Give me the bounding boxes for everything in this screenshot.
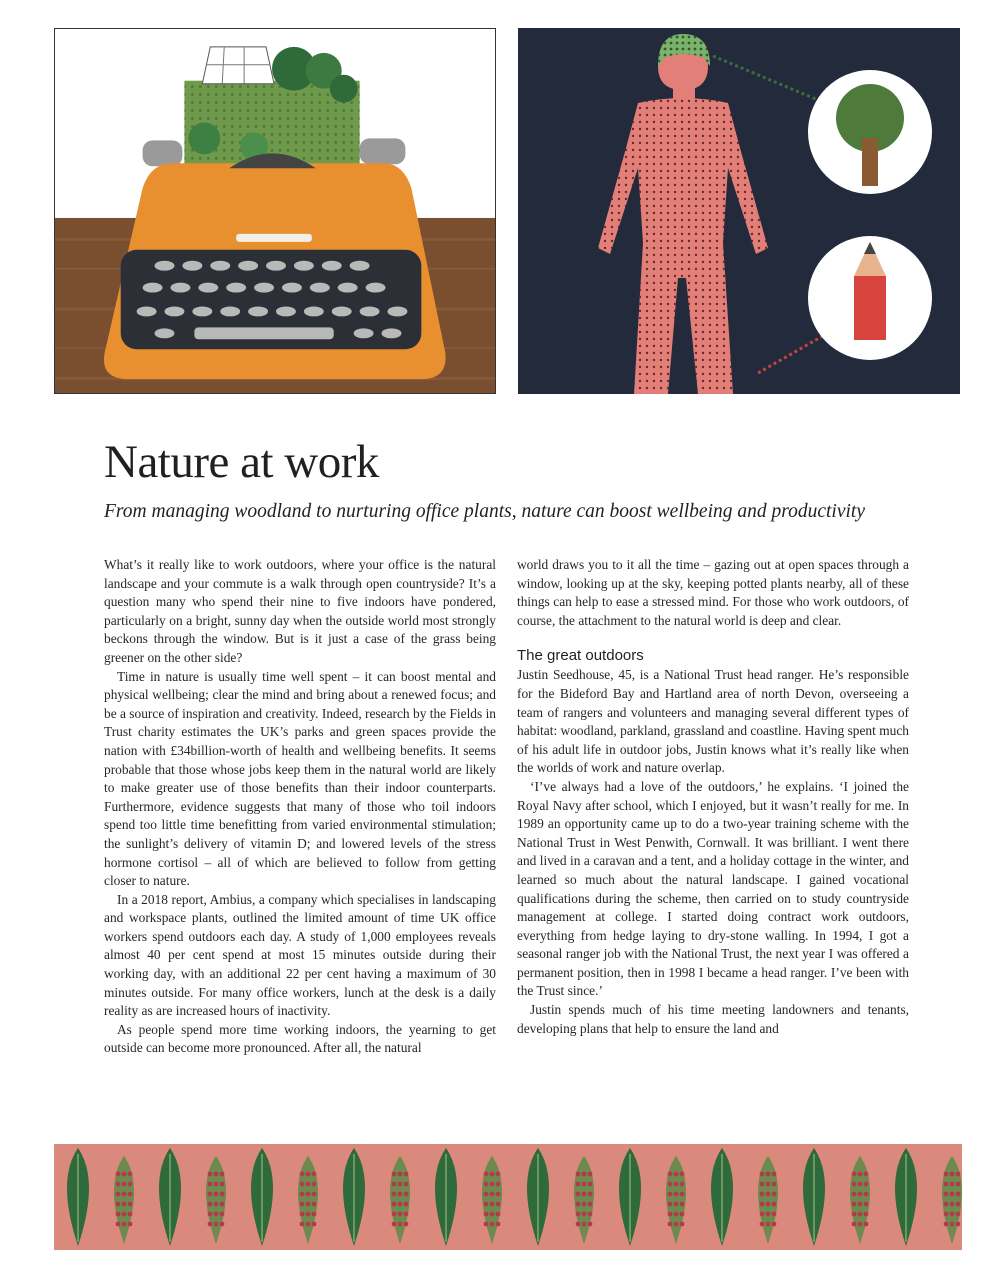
- berry-dot: [496, 1222, 501, 1227]
- berry-dot: [944, 1172, 949, 1177]
- berry-dot: [496, 1182, 501, 1187]
- berry-dot: [392, 1192, 397, 1197]
- berry-dot: [864, 1172, 869, 1177]
- berry-leaf-shape: [850, 1156, 870, 1244]
- berry-dot: [588, 1222, 593, 1227]
- berry-dot: [484, 1202, 489, 1207]
- berry-dot: [208, 1202, 213, 1207]
- berry-dot: [208, 1192, 213, 1197]
- paragraph: In a 2018 report, Ambius, a company which specialises in landscaping and workspace plants, outlined the limited amount of time UK office workers spend outdoors each day. A study of 1,000 employees reveals almost 40 per cent spend at most 15 minutes outside during their working day, with an additional 22 per cent having a maximum of 30 minutes outside. For many office workers, lunch at the desk is a daily reality as are increased hours of inactivity.: [104, 891, 496, 1019]
- berry-dot: [576, 1222, 581, 1227]
- berry-dot: [404, 1182, 409, 1187]
- berry-dot: [956, 1172, 961, 1177]
- berry-dot: [116, 1172, 121, 1177]
- berry-dot: [220, 1182, 225, 1187]
- berry-dot: [122, 1182, 127, 1187]
- paragraph: Justin Seedhouse, 45, is a National Trust head ranger. He’s responsible for the Bideford Bay and Hartland area of north Devon, overseeing a team of rangers and volunteers and managing several different types of habitat: woodland, parkland, grassland and coastline. Having spent much of his adult life in outdoor jobs, Justin knows what it’s really like when the worlds of work and nature overlap.: [517, 667, 909, 776]
- paragraph: ‘I’ve always had a love of the outdoors,’ he explains. ‘I joined the Royal Navy after school, which I enjoyed, but it wasn’t really for me. In 1989 an opportunity came up to do a two-year training scheme with the National Trust in West Penwith, Cornwall. It was brilliant. I went there and lived in a caravan and a tent, and a holiday cottage in the winter, and learned so much about the natural landscape. I gained vocational qualifications during the scheme, then carried on to study countryside management at college. I started doing contract work outdoors, everything from hedge laying to dry-stone walling. In 1994, I got a seasonal ranger job with the National Trust, the next year I was offered a permanent position, then in 1998 I became a head ranger. I’ve been with the Trust since.’: [517, 778, 909, 999]
- berry-dot: [858, 1192, 863, 1197]
- berry-dot: [680, 1212, 685, 1217]
- berry-dot: [674, 1182, 679, 1187]
- berry-dot: [306, 1182, 311, 1187]
- paragraph: Justin spends much of his time meeting landowners and tenants, developing plans that help to ensure the land and: [517, 1002, 909, 1036]
- berry-dot: [766, 1202, 771, 1207]
- berry-dot: [582, 1172, 587, 1177]
- berry-dot: [588, 1202, 593, 1207]
- berry-dot: [852, 1212, 857, 1217]
- berry-dot: [398, 1212, 403, 1217]
- berry-dot: [674, 1212, 679, 1217]
- berry-dot: [128, 1182, 133, 1187]
- berry-dot: [490, 1182, 495, 1187]
- berry-dot: [858, 1222, 863, 1227]
- berry-leaf-shape: [482, 1156, 502, 1244]
- berry-dot: [300, 1222, 305, 1227]
- berry-dot: [496, 1212, 501, 1217]
- berry-dot: [220, 1222, 225, 1227]
- berry-dot: [582, 1182, 587, 1187]
- berry-dot: [122, 1202, 127, 1207]
- berry-leaf-shape: [206, 1156, 226, 1244]
- typewriter-illustration: [54, 28, 496, 394]
- berry-dot: [128, 1192, 133, 1197]
- berry-dot: [300, 1172, 305, 1177]
- berry-dot: [852, 1222, 857, 1227]
- berry-leaf-shape: [298, 1156, 318, 1244]
- article-subtitle: From managing woodland to nurturing office plants, nature can boost wellbeing and productivity: [104, 501, 865, 522]
- berry-dot: [404, 1202, 409, 1207]
- berry-dot: [312, 1202, 317, 1207]
- berry-dot: [950, 1192, 955, 1197]
- berry-dot: [392, 1172, 397, 1177]
- berry-dot: [680, 1192, 685, 1197]
- berry-dot: [864, 1192, 869, 1197]
- berry-dot: [208, 1182, 213, 1187]
- berry-dot: [490, 1202, 495, 1207]
- berry-dot: [956, 1182, 961, 1187]
- article-column-right: [517, 556, 909, 1038]
- berry-dot: [214, 1222, 219, 1227]
- berry-dot: [858, 1212, 863, 1217]
- berry-dot: [858, 1182, 863, 1187]
- berry-dot: [220, 1192, 225, 1197]
- paragraph: Time in nature is usually time well spent – it can boost mental and physical wellbeing; clear the mind and bring about a renewed focus; and be a source of inspiration and creativity. Indeed, research by the Fields in Trust charity estimates the UK’s parks and green spaces provide the nation with £34billion-worth of health and wellbeing benefits. It seems probable that those whose jobs keep them in the natural world are likely to make greater use of those benefits than their indoor counterparts. Furthermore, evidence suggests that many of those who toil indoors spend too little time benefitting from varied environmental stimulation; the sunlight’s delivery of vitamin D; and lowered levels of the stress hormone cortisol – all of which are believed to follow from getting closer to nature.: [104, 668, 496, 889]
- berry-dot: [766, 1192, 771, 1197]
- berry-dot: [760, 1172, 765, 1177]
- berry-dot: [306, 1172, 311, 1177]
- berry-dot: [772, 1192, 777, 1197]
- berry-dot: [950, 1212, 955, 1217]
- berry-dot: [306, 1192, 311, 1197]
- berry-dot: [312, 1172, 317, 1177]
- berry-dot: [668, 1182, 673, 1187]
- paragraph: world draws you to it all the time – gazing out at open spaces through a window, looking up at the sky, keeping potted plants nearby, all of these things can help to ease a stressed mind. For those who work outdoors, of course, the attachment to the natural world is deep and clear.: [517, 557, 909, 628]
- berry-dot: [582, 1192, 587, 1197]
- berry-dot: [760, 1222, 765, 1227]
- berry-dot: [950, 1172, 955, 1177]
- berry-dot: [312, 1192, 317, 1197]
- berry-dot: [484, 1182, 489, 1187]
- berry-dot: [122, 1172, 127, 1177]
- berry-dot: [668, 1172, 673, 1177]
- berry-dot: [956, 1202, 961, 1207]
- berry-dot: [582, 1222, 587, 1227]
- berry-dot: [668, 1212, 673, 1217]
- berry-dot: [772, 1182, 777, 1187]
- berry-dot: [392, 1222, 397, 1227]
- berry-dot: [116, 1182, 121, 1187]
- berry-dot: [484, 1222, 489, 1227]
- berry-dot: [668, 1192, 673, 1197]
- berry-dot: [306, 1222, 311, 1227]
- berry-dot: [588, 1172, 593, 1177]
- berry-dot: [496, 1192, 501, 1197]
- berry-dot: [220, 1212, 225, 1217]
- berry-dot: [312, 1222, 317, 1227]
- berry-dot: [576, 1172, 581, 1177]
- berry-dot: [766, 1172, 771, 1177]
- berry-dot: [208, 1212, 213, 1217]
- leaf-pattern-border: [54, 1144, 962, 1250]
- berry-dot: [760, 1182, 765, 1187]
- berry-dot: [214, 1192, 219, 1197]
- berry-dot: [484, 1172, 489, 1177]
- berry-dot: [950, 1202, 955, 1207]
- berry-dot: [772, 1222, 777, 1227]
- berry-dot: [398, 1202, 403, 1207]
- berry-dot: [404, 1192, 409, 1197]
- berry-dot: [312, 1212, 317, 1217]
- berry-dot: [128, 1202, 133, 1207]
- article-column-left: [104, 556, 496, 1058]
- berry-dot: [208, 1172, 213, 1177]
- paragraph: What’s it really like to work outdoors, where your office is the natural landscape and your commute is a walk through open countryside? It’s a question many who spend their nine to five indoors have pondered, particularly on a bright, sunny day when the outside world most strongly beckons through the window. But is it just a case of the grass being greener on the other side?: [104, 557, 496, 665]
- berry-dot: [220, 1172, 225, 1177]
- berry-dot: [496, 1172, 501, 1177]
- berry-dot: [864, 1202, 869, 1207]
- berry-dot: [772, 1172, 777, 1177]
- berry-dot: [680, 1222, 685, 1227]
- berry-dot: [588, 1212, 593, 1217]
- berry-dot: [128, 1172, 133, 1177]
- berry-dot: [956, 1192, 961, 1197]
- berry-dot: [576, 1192, 581, 1197]
- berry-dot: [484, 1212, 489, 1217]
- berry-dot: [950, 1182, 955, 1187]
- berry-dot: [858, 1202, 863, 1207]
- berry-dot: [404, 1212, 409, 1217]
- paragraph: As people spend more time working indoors, the yearning to get outside can become more pronounced. After all, the natural: [104, 1021, 496, 1056]
- berry-dot: [668, 1222, 673, 1227]
- berry-dot: [214, 1172, 219, 1177]
- berry-dot: [404, 1222, 409, 1227]
- berry-dot: [760, 1202, 765, 1207]
- berry-dot: [576, 1212, 581, 1217]
- berry-leaf-shape: [390, 1156, 410, 1244]
- berry-dot: [116, 1222, 121, 1227]
- berry-dot: [852, 1192, 857, 1197]
- berry-dot: [772, 1202, 777, 1207]
- berry-dot: [588, 1192, 593, 1197]
- berry-dot: [944, 1192, 949, 1197]
- berry-dot: [864, 1212, 869, 1217]
- berry-dot: [582, 1212, 587, 1217]
- berry-leaf-shape: [114, 1156, 134, 1244]
- berry-dot: [680, 1182, 685, 1187]
- berry-dot: [214, 1212, 219, 1217]
- berry-dot: [668, 1202, 673, 1207]
- berry-dot: [128, 1212, 133, 1217]
- berry-dot: [766, 1182, 771, 1187]
- berry-dot: [404, 1172, 409, 1177]
- berry-dot: [306, 1202, 311, 1207]
- berry-dot: [852, 1172, 857, 1177]
- human-figure-illustration: [518, 28, 960, 394]
- berry-dot: [220, 1202, 225, 1207]
- berry-dot: [680, 1202, 685, 1207]
- berry-dot: [956, 1212, 961, 1217]
- berry-leaf-shape: [666, 1156, 686, 1244]
- berry-dot: [128, 1222, 133, 1227]
- berry-dot: [300, 1212, 305, 1217]
- berry-dot: [122, 1212, 127, 1217]
- berry-dot: [766, 1212, 771, 1217]
- berry-dot: [760, 1192, 765, 1197]
- berry-dot: [312, 1182, 317, 1187]
- berry-dot: [484, 1192, 489, 1197]
- berry-leaf-shape: [574, 1156, 594, 1244]
- berry-dot: [392, 1202, 397, 1207]
- article-title: Nature at work: [104, 436, 379, 488]
- berry-dot: [398, 1182, 403, 1187]
- berry-dot: [576, 1202, 581, 1207]
- berry-dot: [116, 1192, 121, 1197]
- berry-leaf-shape: [758, 1156, 778, 1244]
- berry-dot: [674, 1192, 679, 1197]
- berry-dot: [116, 1212, 121, 1217]
- berry-leaf-shape: [942, 1156, 962, 1244]
- berry-dot: [766, 1222, 771, 1227]
- berry-dot: [392, 1182, 397, 1187]
- berry-dot: [392, 1212, 397, 1217]
- berry-dot: [398, 1222, 403, 1227]
- berry-dot: [496, 1202, 501, 1207]
- berry-dot: [214, 1182, 219, 1187]
- berry-dot: [674, 1202, 679, 1207]
- berry-dot: [582, 1202, 587, 1207]
- berry-dot: [576, 1182, 581, 1187]
- section-heading: The great outdoors: [517, 647, 644, 665]
- berry-dot: [398, 1172, 403, 1177]
- berry-dot: [490, 1222, 495, 1227]
- berry-dot: [122, 1222, 127, 1227]
- berry-dot: [944, 1182, 949, 1187]
- berry-dot: [490, 1192, 495, 1197]
- berry-dot: [950, 1222, 955, 1227]
- berry-dot: [944, 1222, 949, 1227]
- berry-dot: [490, 1212, 495, 1217]
- berry-dot: [208, 1222, 213, 1227]
- berry-dot: [956, 1222, 961, 1227]
- berry-dot: [588, 1182, 593, 1187]
- berry-dot: [864, 1222, 869, 1227]
- berry-dot: [674, 1222, 679, 1227]
- berry-dot: [674, 1172, 679, 1177]
- berry-dot: [300, 1202, 305, 1207]
- berry-dot: [116, 1202, 121, 1207]
- berry-dot: [944, 1212, 949, 1217]
- berry-dot: [858, 1172, 863, 1177]
- berry-dot: [398, 1192, 403, 1197]
- berry-dot: [852, 1182, 857, 1187]
- berry-dot: [300, 1192, 305, 1197]
- berry-dot: [772, 1212, 777, 1217]
- berry-dot: [852, 1202, 857, 1207]
- berry-dot: [122, 1192, 127, 1197]
- berry-dot: [944, 1202, 949, 1207]
- berry-dot: [490, 1172, 495, 1177]
- berry-dot: [760, 1212, 765, 1217]
- berry-dot: [680, 1172, 685, 1177]
- berry-dot: [864, 1182, 869, 1187]
- berry-dot: [214, 1202, 219, 1207]
- berry-dot: [300, 1182, 305, 1187]
- berry-dot: [306, 1212, 311, 1217]
